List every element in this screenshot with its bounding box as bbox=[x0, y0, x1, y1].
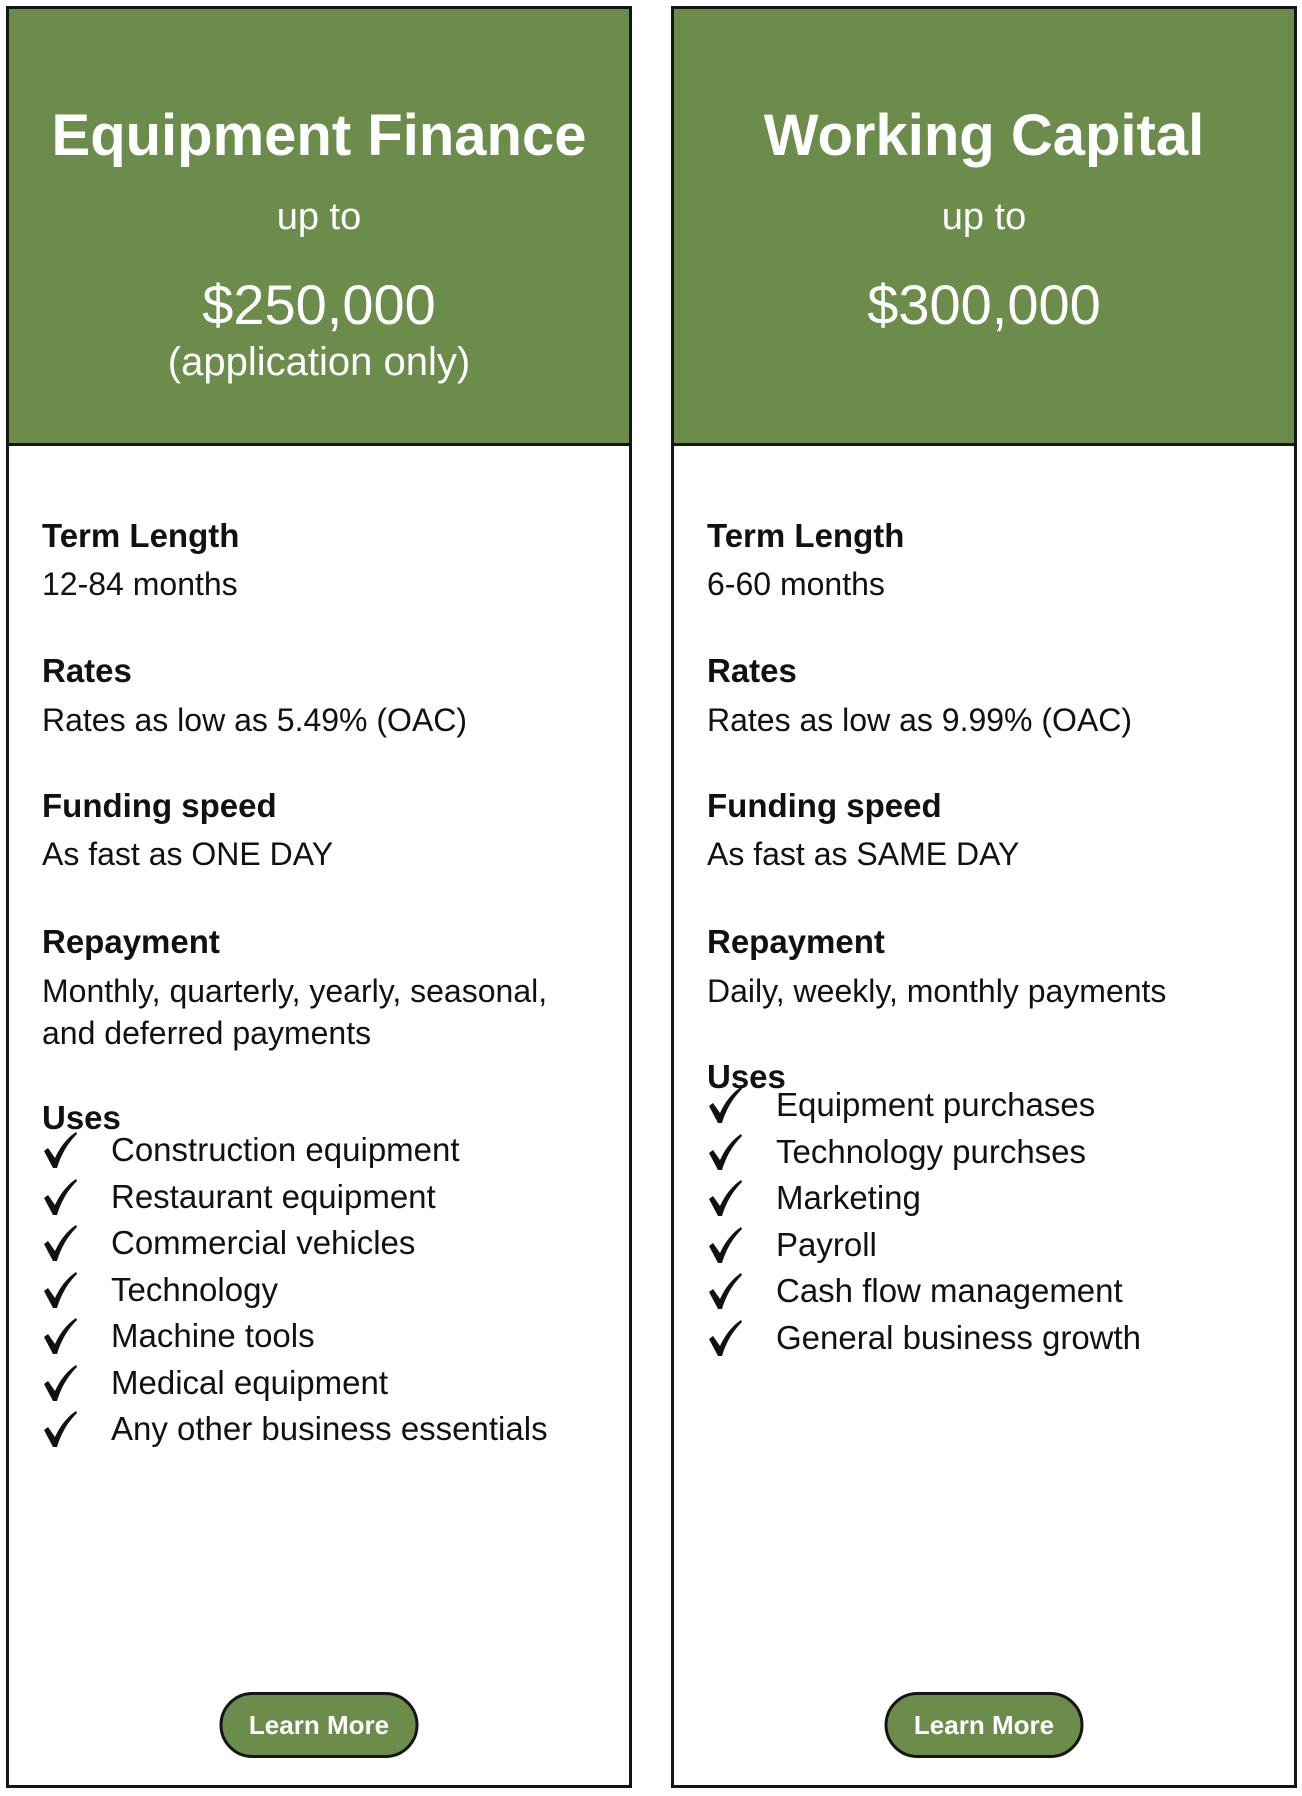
uses-item-label: Restaurant equipment bbox=[111, 1177, 436, 1215]
learn-more-button[interactable]: Learn More bbox=[885, 1692, 1084, 1758]
uses-item-label: Cash flow management bbox=[776, 1272, 1123, 1310]
uses-list-item bbox=[707, 1082, 1141, 1129]
uses-list-item bbox=[42, 1313, 548, 1360]
card-header bbox=[9, 9, 629, 446]
uses-item-label: Medical equipment bbox=[111, 1363, 388, 1401]
repayment-heading: Repayment bbox=[707, 923, 885, 960]
uses-list bbox=[707, 1082, 1141, 1361]
card-header bbox=[674, 9, 1294, 446]
rates-heading: Rates bbox=[42, 652, 132, 689]
uses-list-item bbox=[42, 1174, 548, 1221]
uses-list-item bbox=[707, 1268, 1141, 1315]
card-title: Equipment Finance bbox=[51, 103, 587, 168]
uses-list-item bbox=[42, 1360, 548, 1407]
funding-speed-heading: Funding speed bbox=[42, 787, 277, 824]
uses-list-item bbox=[707, 1222, 1141, 1269]
check-icon bbox=[42, 1363, 78, 1403]
uses-list-item bbox=[42, 1406, 548, 1453]
card-amount: $250,000 bbox=[202, 273, 436, 336]
check-icon bbox=[707, 1318, 743, 1358]
uses-item-label: Construction equipment bbox=[111, 1131, 460, 1169]
card-amount-note: (application only) bbox=[167, 340, 471, 384]
check-icon bbox=[42, 1409, 78, 1449]
funding-speed-value: As fast as ONE DAY bbox=[42, 836, 334, 872]
uses-item-label: Payroll bbox=[776, 1225, 877, 1263]
check-icon bbox=[707, 1225, 743, 1265]
uses-item-label: Any other business essentials bbox=[111, 1410, 548, 1448]
term-length-value: 12-84 months bbox=[42, 566, 238, 602]
learn-more-button[interactable]: Learn More bbox=[220, 1692, 419, 1758]
repayment-value: Daily, weekly, monthly payments bbox=[707, 973, 1167, 1009]
uses-item-label: Technology purchses bbox=[776, 1132, 1087, 1170]
uses-list-item bbox=[707, 1175, 1141, 1222]
uses-heading: Uses bbox=[707, 1058, 786, 1095]
uses-heading: Uses bbox=[42, 1099, 121, 1136]
term-length-heading: Term Length bbox=[707, 517, 905, 554]
uses-list-item bbox=[707, 1129, 1141, 1176]
check-icon bbox=[42, 1177, 78, 1217]
rates-value: Rates as low as 9.99% (OAC) bbox=[707, 702, 1133, 738]
card-up-to: up to bbox=[276, 196, 362, 238]
repayment-heading: Repayment bbox=[42, 923, 220, 960]
term-length-heading: Term Length bbox=[42, 517, 240, 554]
check-icon bbox=[42, 1270, 78, 1310]
uses-item-label: Technology bbox=[111, 1270, 278, 1308]
uses-item-label: General business growth bbox=[776, 1318, 1142, 1356]
card-title: Working Capital bbox=[763, 103, 1205, 168]
working-capital-card bbox=[671, 6, 1297, 1788]
funding-speed-value: As fast as SAME DAY bbox=[707, 836, 1020, 872]
equipment-finance-card bbox=[6, 6, 632, 1788]
check-icon bbox=[707, 1085, 743, 1125]
rates-heading: Rates bbox=[707, 652, 797, 689]
uses-list bbox=[42, 1127, 548, 1453]
uses-item-label: Equipment purchases bbox=[776, 1086, 1096, 1124]
uses-list-item bbox=[42, 1220, 548, 1267]
funding-speed-heading: Funding speed bbox=[707, 787, 942, 824]
check-icon bbox=[707, 1178, 743, 1218]
check-icon bbox=[42, 1223, 78, 1263]
repayment-value-line-2: and deferred payments bbox=[42, 1015, 372, 1051]
check-icon bbox=[42, 1316, 78, 1356]
card-up-to: up to bbox=[941, 196, 1027, 238]
uses-list-item bbox=[42, 1267, 548, 1314]
uses-item-label: Marketing bbox=[776, 1179, 921, 1217]
rates-value: Rates as low as 5.49% (OAC) bbox=[42, 702, 468, 738]
check-icon bbox=[707, 1271, 743, 1311]
term-length-value: 6-60 months bbox=[707, 566, 885, 602]
uses-list-item bbox=[707, 1315, 1141, 1362]
check-icon bbox=[42, 1130, 78, 1170]
uses-item-label: Commercial vehicles bbox=[111, 1224, 416, 1262]
uses-item-label: Machine tools bbox=[111, 1317, 315, 1355]
uses-list-item bbox=[42, 1127, 548, 1174]
check-icon bbox=[707, 1132, 743, 1172]
repayment-value-line-1: Monthly, quarterly, yearly, seasonal, bbox=[42, 973, 548, 1009]
card-amount: $300,000 bbox=[867, 273, 1101, 336]
